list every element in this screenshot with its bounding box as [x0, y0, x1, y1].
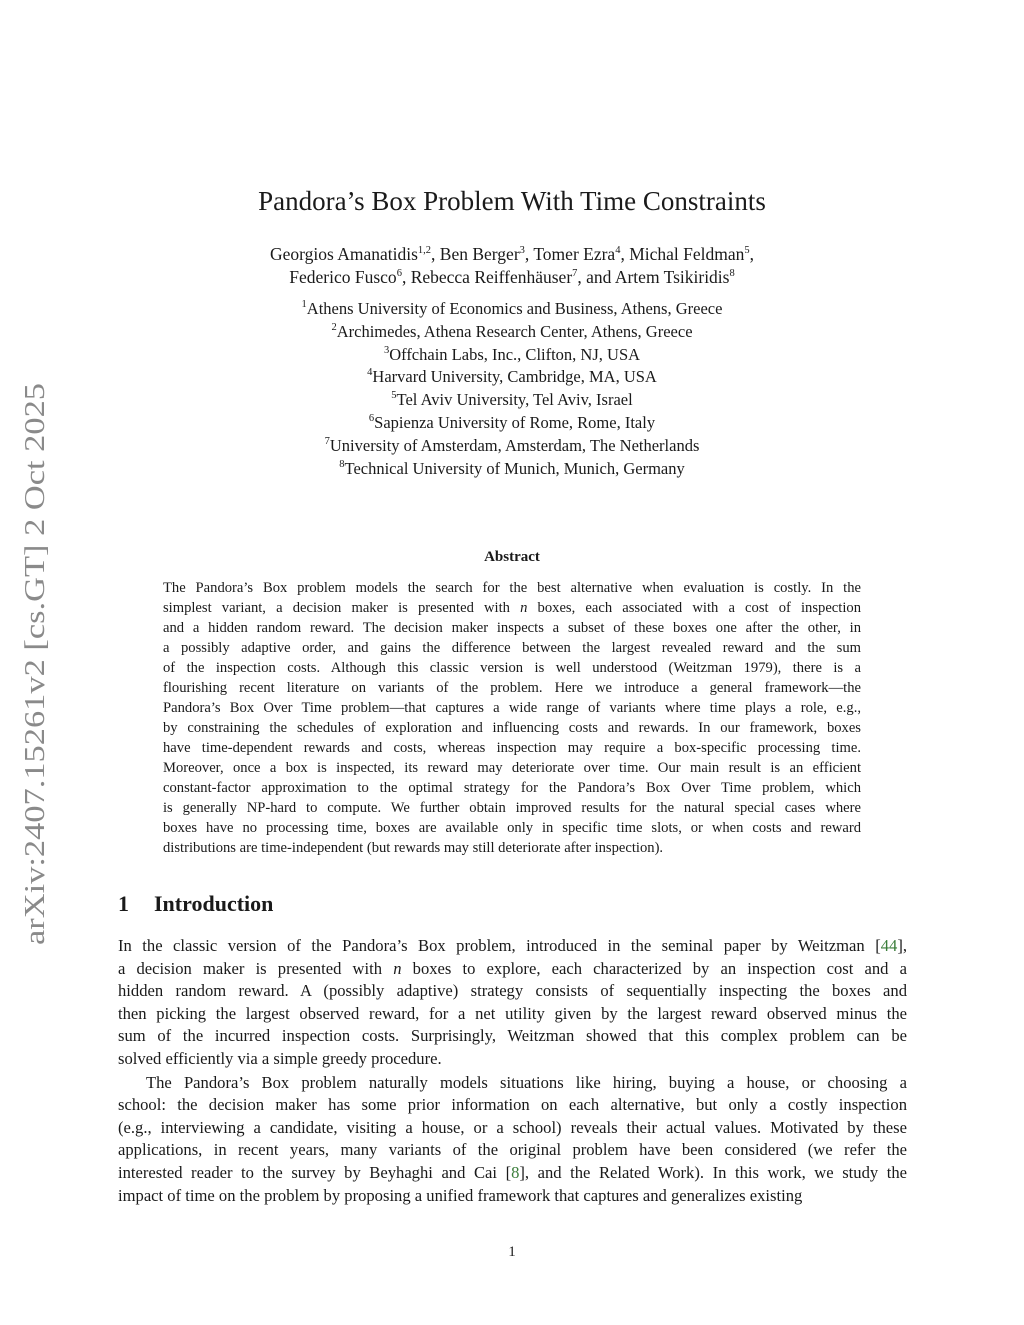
affiliation-text: Harvard University, Cambridge, MA, USA: [372, 367, 657, 387]
abstract-line: Moreover, once a box is inspected, its reward may deteriorate over time. Our main result is an efficient: [163, 760, 861, 776]
abstract-line: flourishing recent literature on variants of the problem. Here we introduce a general framework—the: [163, 680, 861, 696]
author-affiliation-marker: 8: [729, 268, 735, 279]
intro-line: (e.g., interviewing a candidate, visiting a house, or a school) reveals their actual values. Motivated by these: [118, 1117, 907, 1137]
affiliation-text: Offchain Labs, Inc., Clifton, NJ, USA: [389, 344, 641, 364]
affiliation-marker: 6: [368, 412, 375, 424]
author-affiliation-marker: 5: [744, 245, 750, 256]
affiliation-list: [0, 298, 1024, 480]
author-affiliation-marker: 1,2: [417, 245, 432, 256]
author-list: [0, 243, 1024, 289]
abstract-line: is generally NP-hard to compute. We further obtain improved results for the natural special cases where: [163, 800, 861, 816]
affiliation-text: University of Amsterdam, Amsterdam, The Netherlands: [329, 435, 700, 455]
author-name: Tomer Ezra: [533, 244, 616, 264]
affiliation: [0, 412, 1024, 435]
arxiv-identifier-text: arXiv:2407.15261v2 [cs.GT] 2 Oct 2025: [19, 471, 51, 945]
section-title: Introduction: [154, 891, 274, 916]
affiliation-marker: 1: [301, 299, 307, 310]
author-affiliation-marker: 4: [615, 245, 621, 256]
affiliation: [0, 435, 1024, 458]
affiliation-marker: 5: [391, 390, 397, 402]
affiliation-marker: 7: [324, 435, 330, 447]
author-separator: ,: [749, 244, 755, 264]
intro-line: hidden random reward. A (possibly adaptive) strategy consists of sequentially inspecting the boxes and: [118, 981, 907, 1001]
intro-line: applications, in recent years, many variants of the original problem have been considered (we refer the: [118, 1140, 907, 1160]
math-variable: n: [520, 600, 528, 616]
intro-line: then picking the largest observed reward, for a net utility given by the largest reward observed minus the: [118, 1003, 907, 1023]
introduction-body: [118, 935, 907, 1207]
author-line-1: [0, 243, 1024, 266]
affiliation: [0, 458, 1024, 481]
author-separator: ,: [401, 267, 411, 287]
intro-line: school: the decision maker has some prior information on each alternative, but only a costly inspection: [118, 1095, 907, 1115]
author-separator: ,: [620, 244, 630, 264]
abstract-line: The Pandora’s Box problem models the search for the best alternative when evaluation is costly. In the: [163, 580, 861, 596]
author-name: Federico Fusco: [289, 267, 397, 287]
affiliation: [0, 366, 1024, 389]
intro-line: impact of time on the problem by proposing a unified framework that captures and generalizes existing: [118, 1185, 803, 1205]
abstract-line: constant-factor approximation to the optimal strategy for the Pandora’s Box Over Time problem, which: [163, 780, 861, 796]
affiliation-marker: 2: [331, 321, 337, 333]
author-name: Artem Tsikiridis: [614, 267, 730, 287]
affiliation: [0, 298, 1024, 321]
affiliation-text: Tel Aviv University, Tel Aviv, Israel: [396, 390, 633, 410]
abstract-heading: Abstract: [484, 549, 540, 565]
intro-line: sum of the incurred inspection costs. Surprisingly, Weitzman showed that this complex problem can be: [118, 1026, 907, 1046]
author-affiliation-marker: 7: [572, 268, 578, 279]
author-line-2: [0, 266, 1024, 289]
section-number: 1: [118, 891, 129, 916]
abstract-line: a possibly adaptive order, and gains the difference between the largest revealed reward and the sum: [163, 640, 861, 656]
author-name: Georgios Amanatidis: [269, 244, 418, 264]
abstract-line: by constraining the schedules of exploration and influencing costs and rewards. In our framework, boxes: [163, 720, 861, 736]
affiliation-text: Sapienza University of Rome, Rome, Italy: [374, 412, 656, 432]
math-variable: n: [393, 958, 402, 978]
author-separator: ,: [431, 244, 440, 264]
abstract-body: [163, 578, 861, 858]
abstract-line: boxes have no processing time, boxes are available only in specific time slots, or when costs and reward: [163, 820, 861, 836]
intro-line: a decision maker is presented with n boxes to explore, each characterized by an inspection cost and a: [118, 958, 907, 978]
author-name: Rebecca Reiffenhäuser: [410, 267, 573, 287]
author-name: Ben Berger: [439, 244, 520, 264]
paper-title: Pandora’s Box Problem With Time Constraints: [258, 186, 766, 216]
intro-line: interested reader to the survey by Beyhaghi and Cai [8], and the Related Work). In this work, we study the: [118, 1162, 907, 1182]
affiliation-marker: 8: [339, 458, 345, 470]
affiliation: [0, 389, 1024, 412]
page-number: 1: [508, 1244, 516, 1260]
author-separator: ,: [524, 244, 534, 264]
abstract-line: distributions are time-independent (but rewards may still deteriorate after inspection).: [163, 840, 664, 856]
author-name: Michal Feldman: [629, 244, 745, 264]
intro-line: The Pandora’s Box problem naturally models situations like hiring, buying a house, or choosing a: [146, 1072, 907, 1092]
author-affiliation-marker: 6: [396, 268, 402, 279]
affiliation: [0, 321, 1024, 344]
citation-link[interactable]: 8: [511, 1162, 520, 1182]
section-heading-introduction: [118, 890, 273, 918]
affiliation-text: Technical University of Munich, Munich, Germany: [344, 458, 685, 478]
affiliation-text: Archimedes, Athena Research Center, Athens, Greece: [336, 321, 693, 341]
affiliation-marker: 4: [367, 367, 373, 379]
intro-line: In the classic version of the Pandora’s Box problem, introduced in the seminal paper by Weitzman [44],: [118, 936, 907, 955]
affiliation-text: Athens University of Economics and Business, Athens, Greece: [306, 299, 723, 318]
affiliation: [0, 344, 1024, 367]
abstract-line: of the inspection costs. Although this classic version is well understood (Weitzman 1979), there is a: [163, 660, 861, 676]
abstract-line: have time-dependent rewards and costs, whereas inspection may require a box-specific processing time.: [163, 740, 861, 756]
affiliation-marker: 3: [383, 344, 390, 356]
intro-line: solved efficiently via a simple greedy procedure.: [118, 1048, 442, 1068]
abstract-line: simplest variant, a decision maker is presented with n boxes, each associated with a cost of inspection: [163, 600, 861, 616]
abstract-line: Pandora’s Box Over Time problem—that captures a wide range of variants where time plays a role, e.g.,: [163, 700, 861, 716]
author-separator: , and: [577, 267, 615, 287]
citation-link[interactable]: 44: [880, 936, 898, 955]
abstract-line: and a hidden random reward. The decision maker inspects a subset of these boxes one after the other, in: [163, 620, 861, 636]
author-affiliation-marker: 3: [519, 245, 525, 256]
